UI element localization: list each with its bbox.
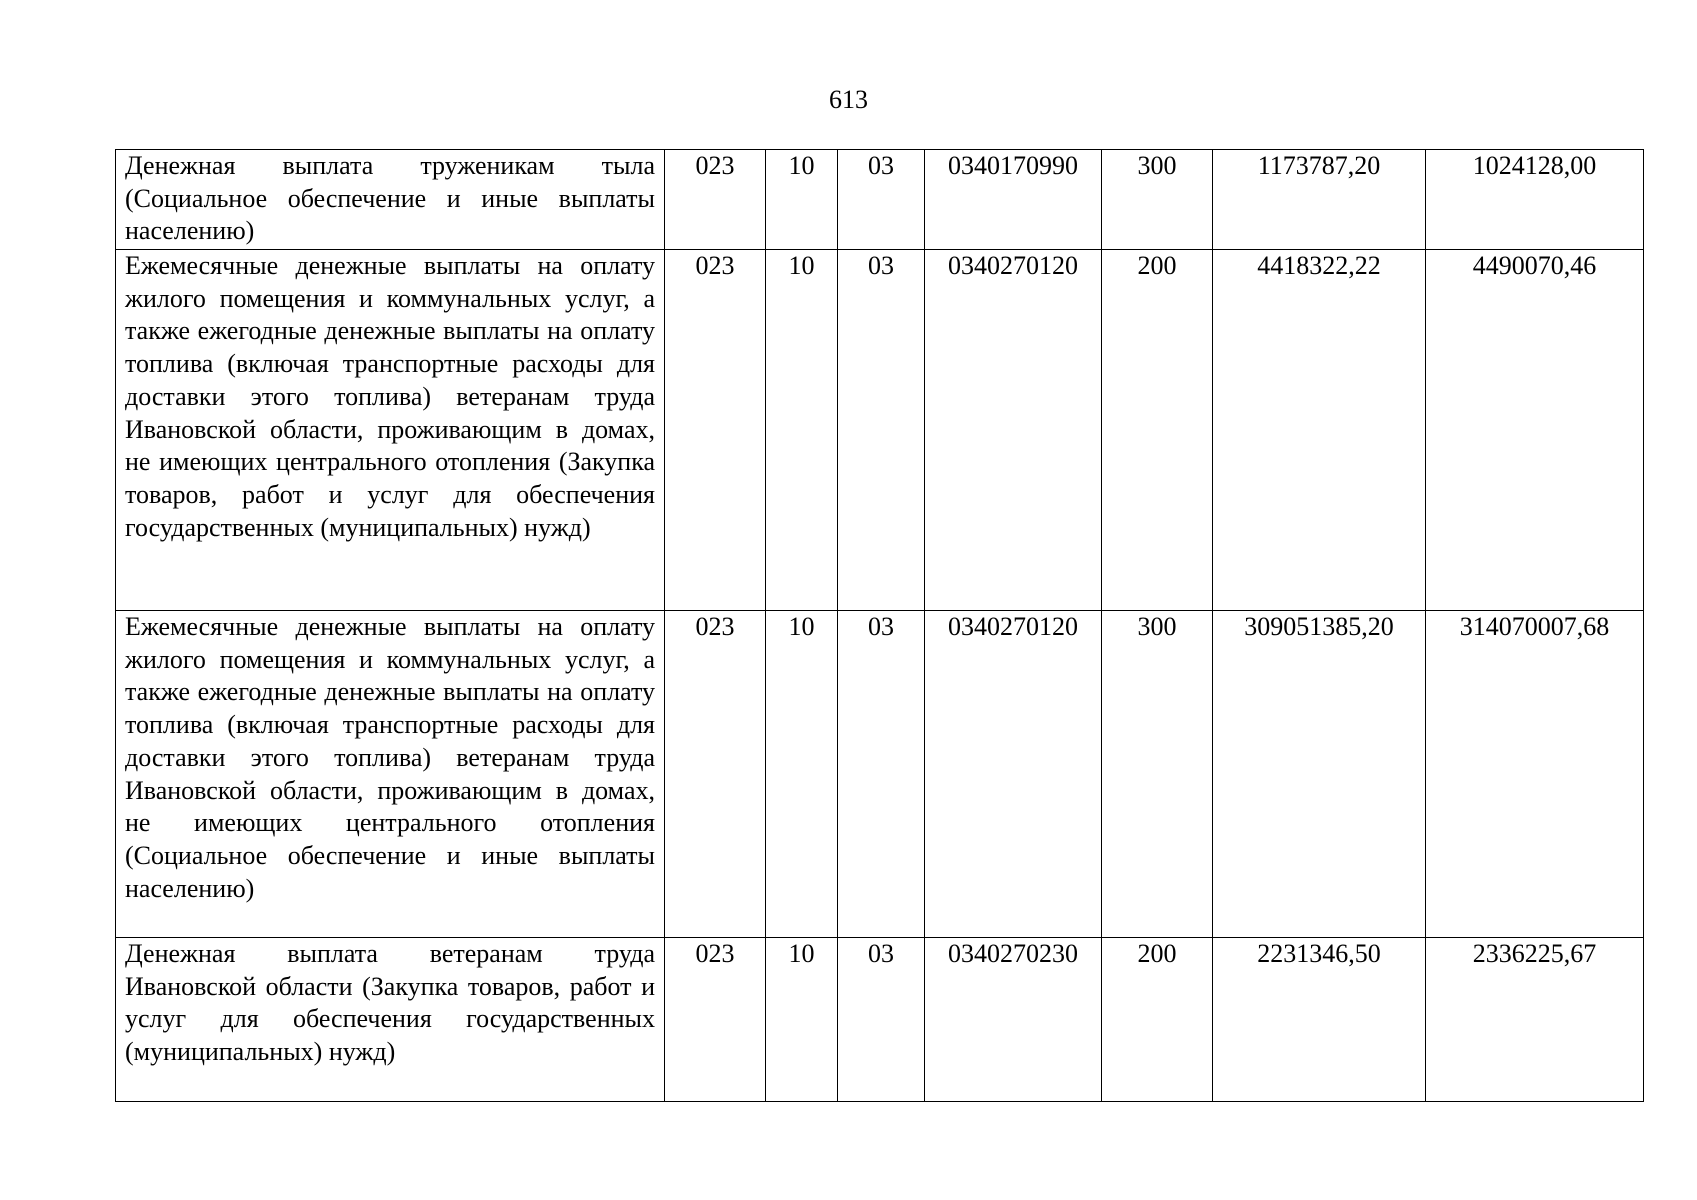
admin-code-cell: 023 bbox=[665, 250, 766, 611]
table-row bbox=[116, 938, 1644, 1102]
expense-type-cell: 200 bbox=[1102, 938, 1213, 1102]
table-row bbox=[116, 250, 1644, 611]
amount-2-cell: 4490070,46 bbox=[1426, 250, 1644, 611]
admin-code-cell: 023 bbox=[665, 611, 766, 938]
target-item-cell: 0340170990 bbox=[925, 150, 1102, 250]
expense-type-cell: 200 bbox=[1102, 250, 1213, 611]
amount-1-cell: 309051385,20 bbox=[1213, 611, 1426, 938]
amount-2-cell: 314070007,68 bbox=[1426, 611, 1644, 938]
row-description: Ежемесячные денежные выплаты на оплату жилого помещения и коммунальных услуг, а также ежегодные денежные выплаты на оплату топлива (включая транспортные расходы для доставки этого топлива) ветеранам труда Ивановской области, проживающим в домах, не имеющих центрального отопления (Закупка товаров, работ и услуг для обеспечения государственных (муниципальных) нужд) bbox=[116, 250, 665, 611]
admin-code-cell: 023 bbox=[665, 938, 766, 1102]
amount-2-cell: 1024128,00 bbox=[1426, 150, 1644, 250]
expense-type-cell: 300 bbox=[1102, 611, 1213, 938]
target-item-cell: 0340270120 bbox=[925, 611, 1102, 938]
row-description: Денежная выплата ветеранам труда Ивановской области (Закупка товаров, работ и услуг для обеспечения государственных (муниципальных) нужд) bbox=[116, 938, 665, 1102]
target-item-cell: 0340270120 bbox=[925, 250, 1102, 611]
section-cell: 10 bbox=[766, 938, 838, 1102]
row-description: Ежемесячные денежные выплаты на оплату жилого помещения и коммунальных услуг, а также ежегодные денежные выплаты на оплату топлива (включая транспортные расходы для доставки этого топлива) ветеранам труда Ивановской области, проживающим в домах, не имеющих центрального отопления (Социальное обеспечение и иные выплаты населению) bbox=[116, 611, 665, 938]
amount-1-cell: 1173787,20 bbox=[1213, 150, 1426, 250]
row-description: Денежная выплата труженикам тыла (Социальное обеспечение и иные выплаты населению) bbox=[116, 150, 665, 250]
budget-table bbox=[115, 149, 1644, 1102]
subsection-cell: 03 bbox=[838, 611, 925, 938]
table-row bbox=[116, 150, 1644, 250]
amount-1-cell: 4418322,22 bbox=[1213, 250, 1426, 611]
subsection-cell: 03 bbox=[838, 150, 925, 250]
page-number: 613 bbox=[829, 85, 868, 114]
subsection-cell: 03 bbox=[838, 250, 925, 611]
admin-code-cell: 023 bbox=[665, 150, 766, 250]
target-item-cell: 0340270230 bbox=[925, 938, 1102, 1102]
expense-type-cell: 300 bbox=[1102, 150, 1213, 250]
section-cell: 10 bbox=[766, 611, 838, 938]
amount-1-cell: 2231346,50 bbox=[1213, 938, 1426, 1102]
section-cell: 10 bbox=[766, 150, 838, 250]
amount-2-cell: 2336225,67 bbox=[1426, 938, 1644, 1102]
section-cell: 10 bbox=[766, 250, 838, 611]
subsection-cell: 03 bbox=[838, 938, 925, 1102]
table-row bbox=[116, 611, 1644, 938]
